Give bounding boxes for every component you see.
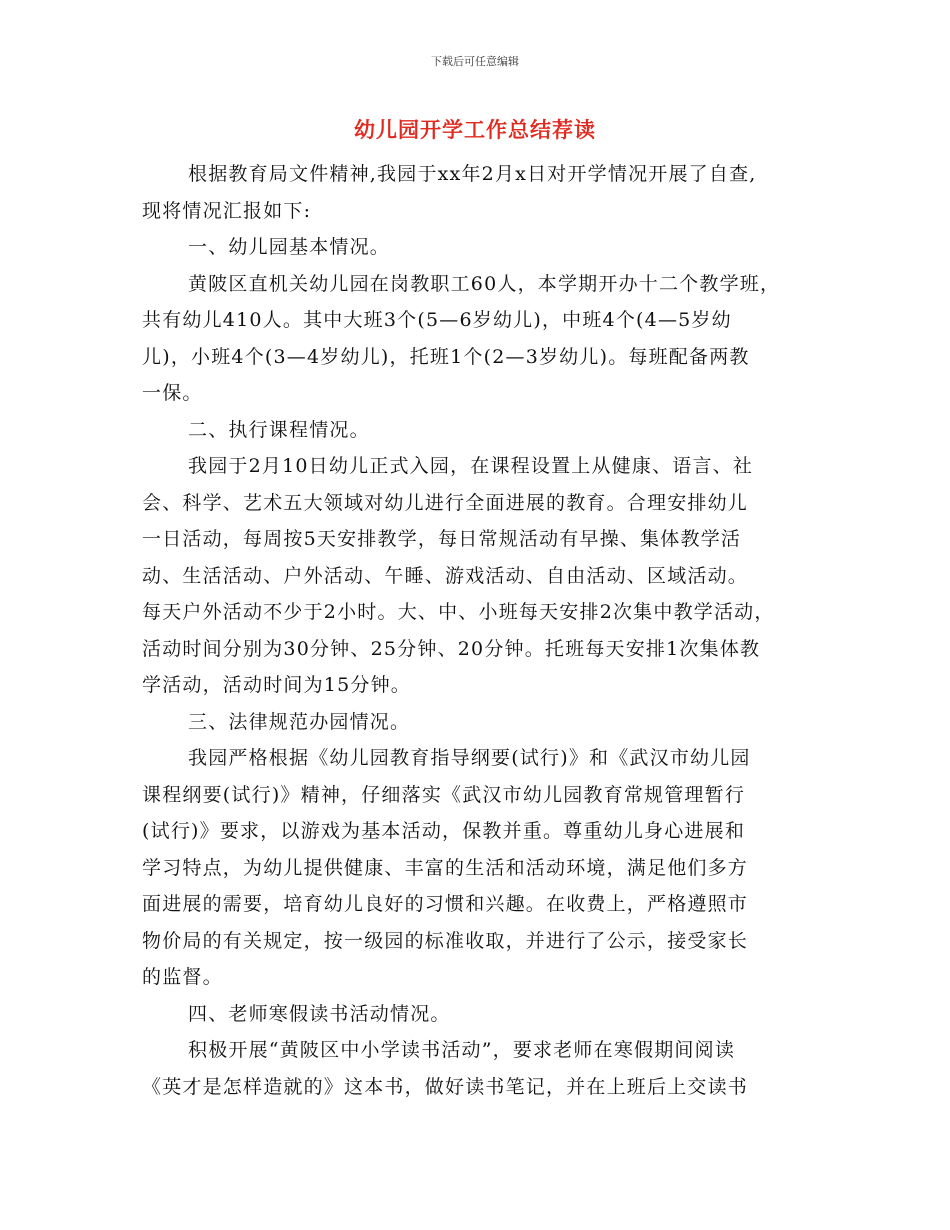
section-heading: 二、执行课程情况。 (188, 418, 370, 441)
page-header-note: 下载后可任意编辑 (431, 55, 519, 68)
document-body (142, 156, 822, 1105)
section-heading: 四、老师寒假读书活动情况。 (188, 1002, 451, 1025)
paragraph-line: 一保。 (142, 382, 203, 404)
paragraph-line: 每天户外活动不少于2小时。大、中、小班每天安排2次集中教学活动， (142, 601, 775, 623)
paragraph-line: 《英才是怎样造就的》这本书，做好读书笔记，并在上班后上交读书 (142, 1075, 749, 1098)
paragraph-line: 儿)，小班4个(3—4岁幼儿)，托班1个(2—3岁幼儿)。每班配备两教 (142, 345, 750, 368)
paragraph-line: 面进展的需要，培育幼儿良好的习惯和兴趣。在收费上，严格遵照市 (142, 893, 749, 915)
paragraph-line: 根据教育局文件精神,我园于xx年2月x日对开学情况开展了自查, (188, 163, 757, 185)
paragraph-line: (试行)》要求，以游戏为基本活动，保教并重。尊重幼儿身心进展和 (142, 820, 746, 842)
paragraph-line: 会、科学、艺术五大领域对幼儿进行全面进展的教育。合理安排幼儿 (142, 491, 749, 514)
paragraph-line: 积极开展“黄陂区中小学读书活动”，要求老师在寒假期间阅读 (188, 1039, 736, 1061)
paragraph-line: 学习特点，为幼儿提供健康、丰富的生活和活动环境，满足他们多方 (142, 856, 749, 879)
paragraph-line: 一日活动，每周按5天安排教学，每日常规活动有早操、集体教学活 (142, 528, 742, 550)
paragraph-line: 共有幼儿410人。其中大班3个(5—6岁幼儿)，中班4个(4—5岁幼 (142, 309, 732, 331)
paragraph-line: 我园于2月10日幼儿正式入园，在课程设置上从健康、语言、社 (188, 455, 754, 477)
document-title: 幼儿园开学工作总结荐读 (354, 118, 596, 142)
section-heading: 一、幼儿园基本情况。 (188, 236, 391, 258)
paragraph-line: 我园严格根据《幼儿园教育指导纲要(试行)》和《武汉市幼儿园 (188, 747, 751, 769)
paragraph-line: 动、生活活动、户外活动、午睡、游戏活动、自由活动、区域活动。 (142, 564, 749, 587)
paragraph-line: 现将情况汇报如下: (142, 199, 312, 222)
paragraph-line: 物价局的有关规定，按一级园的标准收取，并进行了公示，接受家长 (142, 929, 749, 952)
paragraph-line: 课程纲要(试行)》精神，仔细落实《武汉市幼儿园教育常规管理暂行 (142, 783, 746, 806)
paragraph-line: 黄陂区直机关幼儿园在岗教职工60人，本学期开办十二个教学班， (188, 272, 781, 295)
paragraph-line: 的监督。 (142, 966, 223, 988)
section-heading: 三、法律规范办园情况。 (188, 710, 411, 733)
paragraph-line: 活动时间分别为30分钟、25分钟、20分钟。托班每天安排1次集体教 (142, 637, 761, 660)
paragraph-line: 学活动，活动时间为15分钟。 (142, 674, 411, 696)
